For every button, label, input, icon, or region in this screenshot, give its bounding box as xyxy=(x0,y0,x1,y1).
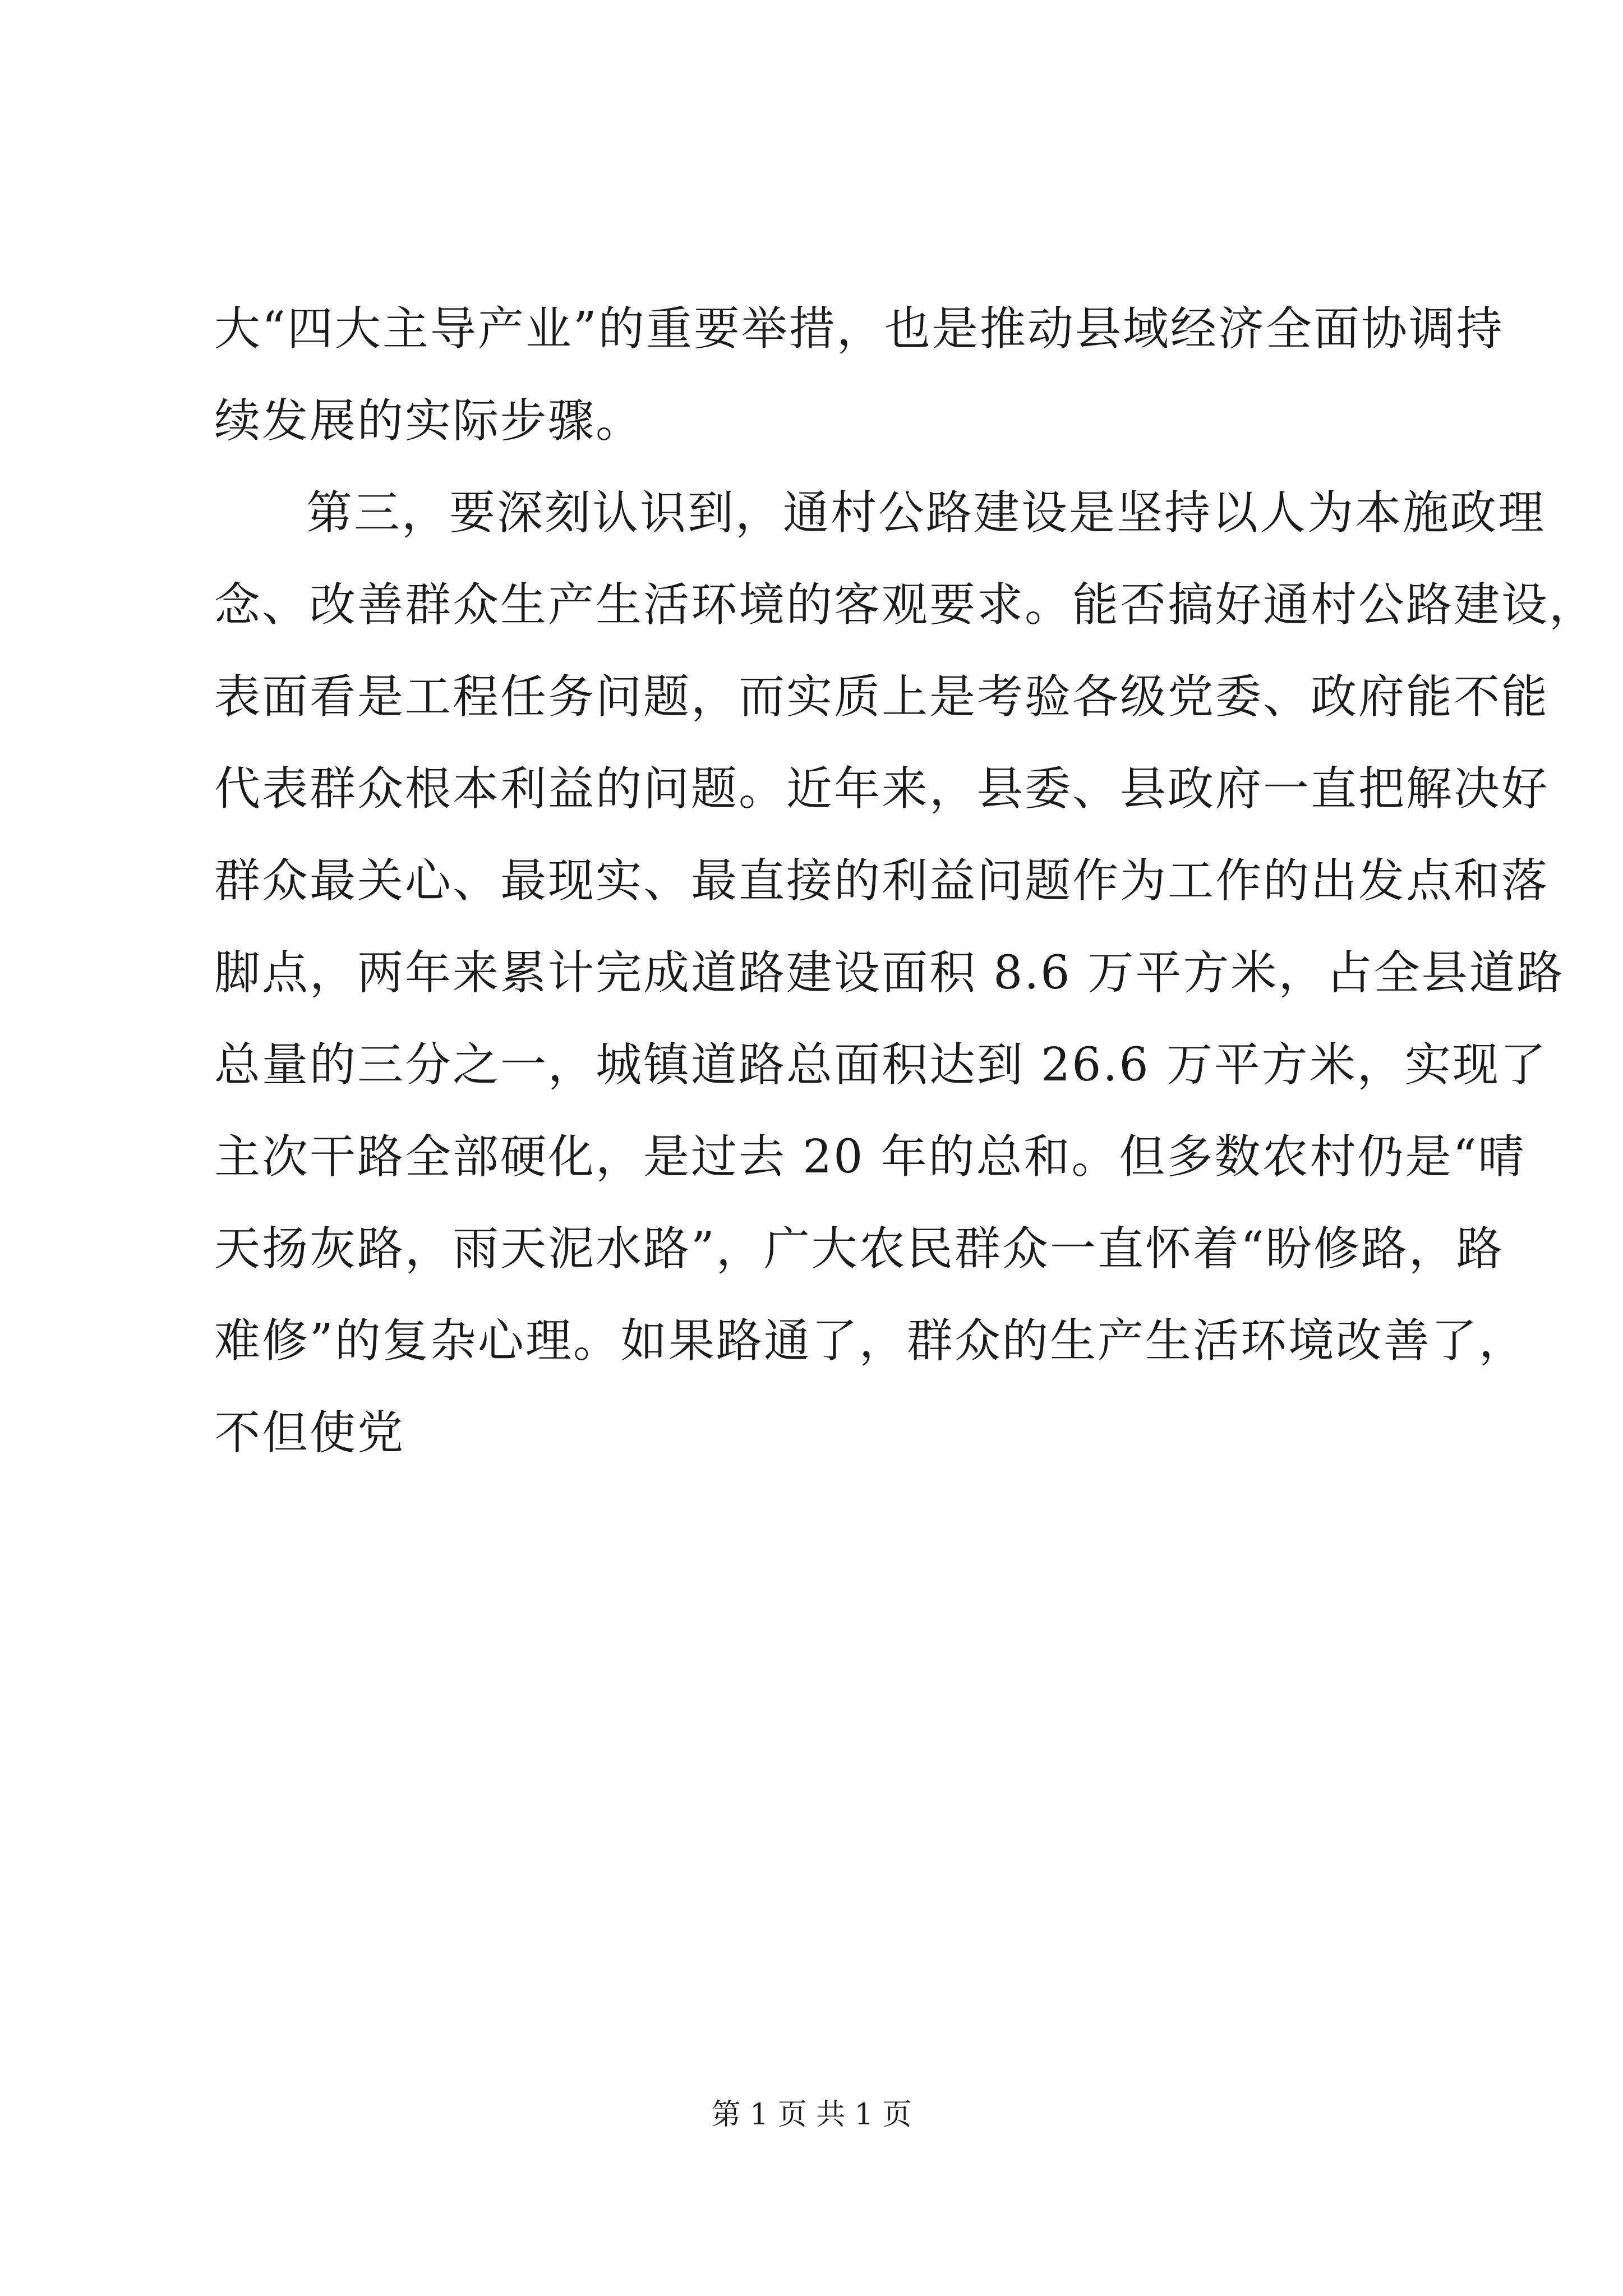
paragraph-2-line-10: 难修”的复杂心理。如果路通了，群众的生产生活环境改善了， xyxy=(214,1314,1527,1368)
page-number-label: 第 1 页 共 1 页 xyxy=(711,2098,912,2132)
paragraph-1-line-2: 续发展的实际步骤。 xyxy=(214,394,644,448)
paragraph-2-line-2: 念、改善群众生产生活环境的客观要求。能否搞好通村公路建设， xyxy=(214,578,1597,632)
paragraph-2-line-5: 群众最关心、最现实、最直接的利益问题作为工作的出发点和落 xyxy=(214,854,1550,908)
paragraph-2-line-8: 主次干路全部硬化，是过去 20 年的总和。但多数农村仍是“晴 xyxy=(214,1130,1526,1184)
paragraph-2-line-1: 第三，要深刻认识到，通村公路建设是坚持以人为本施政理 xyxy=(306,486,1546,540)
paragraph-1-line-1: 大“四大主导产业”的重要举措，也是推动县域经济全面协调持 xyxy=(214,302,1504,356)
page-footer xyxy=(0,2098,1623,2132)
paragraph-2-line-7: 总量的三分之一，城镇道路总面积达到 26.6 万平方米，实现了 xyxy=(214,1038,1548,1092)
paragraph-2-line-4: 代表群众根本利益的问题。近年来，县委、县政府一直把解决好 xyxy=(214,762,1550,816)
paragraph-2-line-9: 天扬灰路，雨天泥水路”，广大农民群众一直怀着“盼修路，路 xyxy=(214,1222,1504,1276)
paragraph-2-line-6: 脚点，两年来累计完成道路建设面积 8.6 万平方米，占全县道路 xyxy=(214,946,1565,1000)
paragraph-2-line-11: 不但使党 xyxy=(214,1406,405,1460)
paragraph-2-line-3: 表面看是工程任务问题，而实质上是考验各级党委、政府能不能 xyxy=(214,670,1550,724)
document-body xyxy=(214,283,1597,1479)
